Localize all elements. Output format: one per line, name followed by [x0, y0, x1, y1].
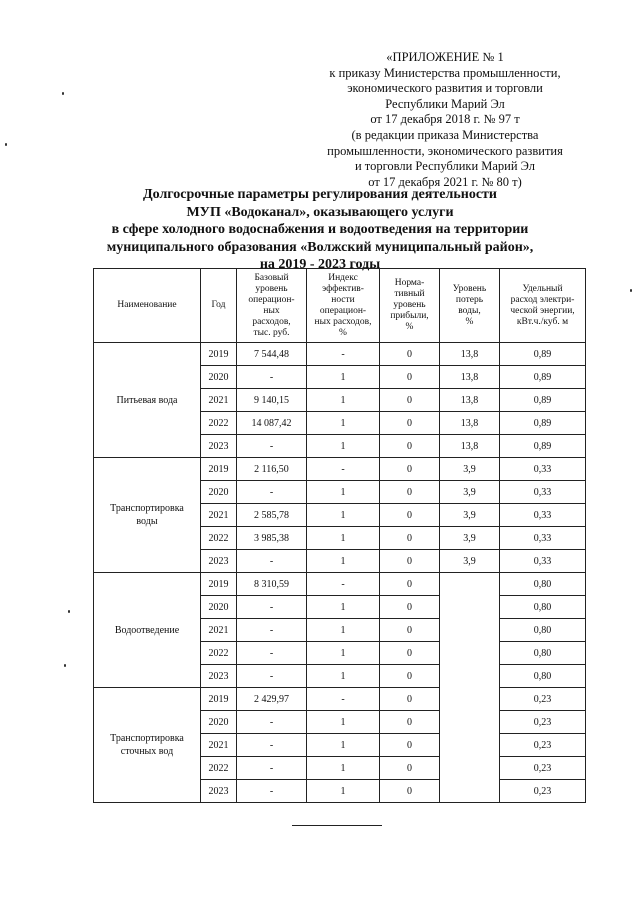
cell-energy: 0,80 [500, 573, 586, 596]
document-title [60, 186, 580, 274]
cell-base: - [237, 734, 307, 757]
cell-year: 2020 [201, 596, 237, 619]
cell-loss: 3,9 [440, 550, 500, 573]
cell-base: - [237, 435, 307, 458]
cell-year: 2020 [201, 366, 237, 389]
cell-loss-merged-empty [440, 573, 500, 803]
cell-year: 2019 [201, 573, 237, 596]
group-name-sewerage: Водоотведение [94, 573, 201, 688]
cell-year: 2019 [201, 343, 237, 366]
cell-energy: 0,80 [500, 619, 586, 642]
cell-base: - [237, 550, 307, 573]
cell-energy: 0,89 [500, 343, 586, 366]
title-line: на 2019 - 2023 годы [259, 257, 381, 272]
cell-year: 2023 [201, 780, 237, 803]
appendix-line: Республики Марий Эл [385, 96, 505, 111]
cell-energy: 0,80 [500, 665, 586, 688]
cell-loss: 13,8 [440, 412, 500, 435]
title-line: МУП «Водоканал», оказывающего услуги [186, 204, 454, 220]
scan-speck [68, 610, 70, 613]
cell-index: 1 [307, 665, 380, 688]
cell-year: 2023 [201, 435, 237, 458]
cell-index: - [307, 458, 380, 481]
cell-year: 2023 [201, 550, 237, 573]
cell-energy: 0,33 [500, 504, 586, 527]
cell-base: - [237, 665, 307, 688]
cell-index: 1 [307, 619, 380, 642]
table-row [94, 688, 586, 711]
cell-norm: 0 [380, 642, 440, 665]
cell-loss: 3,9 [440, 458, 500, 481]
cell-year: 2023 [201, 665, 237, 688]
cell-norm: 0 [380, 504, 440, 527]
cell-base: 14 087,42 [237, 412, 307, 435]
footer-divider [292, 825, 382, 826]
cell-energy: 0,89 [500, 435, 586, 458]
cell-norm: 0 [380, 596, 440, 619]
cell-energy: 0,23 [500, 711, 586, 734]
table-row [94, 343, 586, 366]
title-line: в сфере холодного водоснабжения и водоотведения на территории [111, 222, 529, 237]
scan-speck [62, 92, 64, 95]
group-name-water-transport: Транспортировка воды [94, 458, 201, 573]
cell-year: 2021 [201, 734, 237, 757]
cell-base: 2 585,78 [237, 504, 307, 527]
cell-index: 1 [307, 504, 380, 527]
group-name-wastewater-transport: Транспортировка сточных вод [94, 688, 201, 803]
table-row [94, 573, 586, 596]
cell-index: - [307, 343, 380, 366]
cell-norm: 0 [380, 481, 440, 504]
cell-base: 2 429,97 [237, 688, 307, 711]
cell-norm: 0 [380, 527, 440, 550]
cell-index: 1 [307, 642, 380, 665]
cell-year: 2022 [201, 412, 237, 435]
cell-index: 1 [307, 780, 380, 803]
cell-norm: 0 [380, 389, 440, 412]
cell-base: 2 116,50 [237, 458, 307, 481]
cell-norm: 0 [380, 688, 440, 711]
cell-index: 1 [307, 757, 380, 780]
cell-loss: 3,9 [440, 527, 500, 550]
header-profit-level: Норма- тивный уровень прибыли, % [380, 269, 440, 343]
cell-base: - [237, 366, 307, 389]
cell-base: 3 985,38 [237, 527, 307, 550]
appendix-line: к приказу Министерства промышленности, [329, 65, 561, 80]
cell-norm: 0 [380, 757, 440, 780]
cell-year: 2021 [201, 619, 237, 642]
cell-year: 2021 [201, 389, 237, 412]
cell-loss: 3,9 [440, 481, 500, 504]
cell-energy: 0,33 [500, 550, 586, 573]
cell-norm: 0 [380, 435, 440, 458]
cell-loss: 3,9 [440, 504, 500, 527]
cell-index: 1 [307, 389, 380, 412]
cell-index: 1 [307, 435, 380, 458]
cell-base: - [237, 711, 307, 734]
cell-base: 7 544,48 [237, 343, 307, 366]
table-header-row [94, 269, 586, 343]
cell-base: - [237, 780, 307, 803]
title-line: муниципального образования «Волжский муниципальный район», [106, 239, 534, 255]
cell-base: - [237, 619, 307, 642]
cell-energy: 0,89 [500, 389, 586, 412]
cell-year: 2022 [201, 642, 237, 665]
cell-base: 8 310,59 [237, 573, 307, 596]
cell-loss: 13,8 [440, 366, 500, 389]
cell-loss: 13,8 [440, 389, 500, 412]
cell-norm: 0 [380, 780, 440, 803]
header-energy-consumption: Удельный расход электри- ческой энергии, кВт.ч./куб. м [500, 269, 586, 343]
cell-index: 1 [307, 596, 380, 619]
cell-energy: 0,33 [500, 527, 586, 550]
title-line: Долгосрочные параметры регулирования деятельности [143, 187, 497, 202]
cell-energy: 0,89 [500, 412, 586, 435]
cell-energy: 0,80 [500, 596, 586, 619]
cell-base: - [237, 642, 307, 665]
header-base-expenses: Базовый уровень операцион- ных расходов, тыс. руб. [237, 269, 307, 343]
cell-index: - [307, 573, 380, 596]
cell-norm: 0 [380, 366, 440, 389]
header-water-loss: Уровень потерь воды, % [440, 269, 500, 343]
appendix-line: и торговли Республики Марий Эл [354, 159, 536, 174]
cell-index: 1 [307, 481, 380, 504]
cell-norm: 0 [380, 343, 440, 366]
cell-energy: 0,23 [500, 780, 586, 803]
cell-year: 2022 [201, 527, 237, 550]
cell-index: - [307, 688, 380, 711]
cell-base: - [237, 481, 307, 504]
appendix-header [300, 50, 590, 190]
cell-year: 2020 [201, 481, 237, 504]
group-name-drinking-water: Питьевая вода [94, 343, 201, 458]
cell-norm: 0 [380, 550, 440, 573]
cell-year: 2021 [201, 504, 237, 527]
cell-index: 1 [307, 550, 380, 573]
cell-index: 1 [307, 366, 380, 389]
cell-energy: 0,80 [500, 642, 586, 665]
cell-energy: 0,33 [500, 481, 586, 504]
cell-norm: 0 [380, 619, 440, 642]
scan-speck [64, 664, 66, 667]
cell-base: - [237, 757, 307, 780]
cell-year: 2019 [201, 458, 237, 481]
cell-loss: 13,8 [440, 435, 500, 458]
cell-base: 9 140,15 [237, 389, 307, 412]
header-efficiency-index: Индекс эффектив- ности операцион- ных расходов, % [307, 269, 380, 343]
cell-energy: 0,89 [500, 366, 586, 389]
cell-energy: 0,33 [500, 458, 586, 481]
cell-index: 1 [307, 734, 380, 757]
cell-year: 2022 [201, 757, 237, 780]
cell-energy: 0,23 [500, 734, 586, 757]
cell-base: - [237, 596, 307, 619]
header-year: Год [201, 269, 237, 343]
header-name: Наименование [94, 269, 201, 343]
appendix-line: от 17 декабря 2018 г. № 97 т [370, 112, 520, 127]
appendix-line: «ПРИЛОЖЕНИЕ № 1 [386, 50, 504, 64]
cell-index: 1 [307, 412, 380, 435]
scan-speck [5, 143, 7, 146]
cell-year: 2020 [201, 711, 237, 734]
scan-speck [630, 289, 632, 292]
cell-index: 1 [307, 711, 380, 734]
appendix-line: промышленности, экономического развития [327, 143, 563, 158]
appendix-line: от 17 декабря 2021 г. № 80 т) [368, 174, 522, 189]
cell-norm: 0 [380, 573, 440, 596]
cell-year: 2019 [201, 688, 237, 711]
cell-energy: 0,23 [500, 757, 586, 780]
appendix-line: (в редакции приказа Министерства [351, 127, 539, 142]
cell-energy: 0,23 [500, 688, 586, 711]
table-row [94, 458, 586, 481]
cell-norm: 0 [380, 412, 440, 435]
cell-norm: 0 [380, 458, 440, 481]
cell-index: 1 [307, 527, 380, 550]
cell-norm: 0 [380, 711, 440, 734]
cell-loss: 13,8 [440, 343, 500, 366]
cell-norm: 0 [380, 665, 440, 688]
cell-norm: 0 [380, 734, 440, 757]
appendix-line: экономического развития и торговли [347, 81, 543, 96]
parameters-table [93, 268, 586, 803]
